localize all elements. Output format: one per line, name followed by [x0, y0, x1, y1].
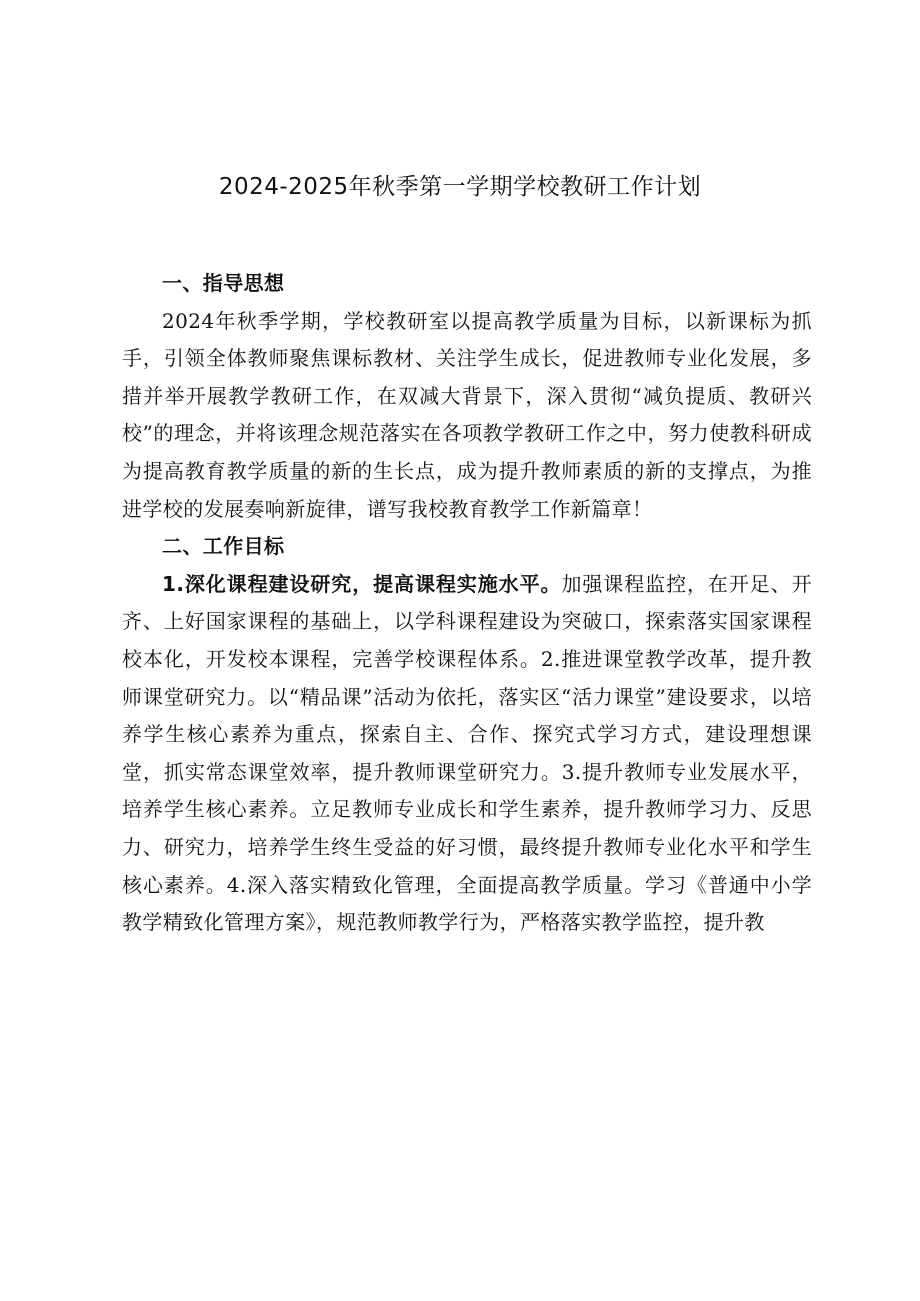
goal-1-lead: 1.深化课程建设研究，提高课程实施水平。 — [162, 571, 562, 596]
work-goals-text: 加强课程监控，在开足、开齐、上好国家课程的基础上，以学科课程建设为突破口，探索落实国家课程校本化，开发校本课程，完善学校课程体系。2.推进课堂教学改革，提升教师课堂研究力。以“精品课”活动为依托，落实区“活力课堂”建设要求，以培养学生核心素养为重点，探索自主、合作、探究式学习方式，建设理想课堂，抓实常态课堂效率，提升教师课堂研究力。3.提升教师专业发展水平，培养学生核心素养。立足教师专业成长和学生素养，提升教师学习力、反思力、研究力，培养学生终生受益的好习惯，最终提升教师专业化水平和学生核心素养。4.深入落实精致化管理，全面提高教学质量。学习《普通中小学教学精致化管理方案》，规范教师教学行为，严格落实教学监控，提升教 — [122, 571, 812, 935]
paragraph-guiding-ideology: 2024年秋季学期，学校教研室以提高教学质量为目标，以新课标为抓手，引领全体教师聚焦课标教材、关注学生成长，促进教师专业化发展，多措并举开展教学教研工作，在双减大背景下，深入贯彻“减负提质、教研兴校”的理念，并将该理念规范落实在各项教学教研工作之中，努力使教科研成为提高教育教学质量的新的生长点，成为提升教师素质的新的支撑点，为推进学校的发展奏响新旋律，谱写我校教育教学工作新篇章！ — [122, 308, 812, 521]
section-heading-work-goals: 二、工作目标 — [162, 534, 285, 559]
section-heading-guiding-ideology: 一、指导思想 — [162, 271, 285, 295]
document-title: 2024-2025年秋季第一学期学校教研工作计划 — [218, 174, 702, 200]
document-body — [122, 265, 812, 942]
paragraph-work-goals — [122, 566, 812, 942]
